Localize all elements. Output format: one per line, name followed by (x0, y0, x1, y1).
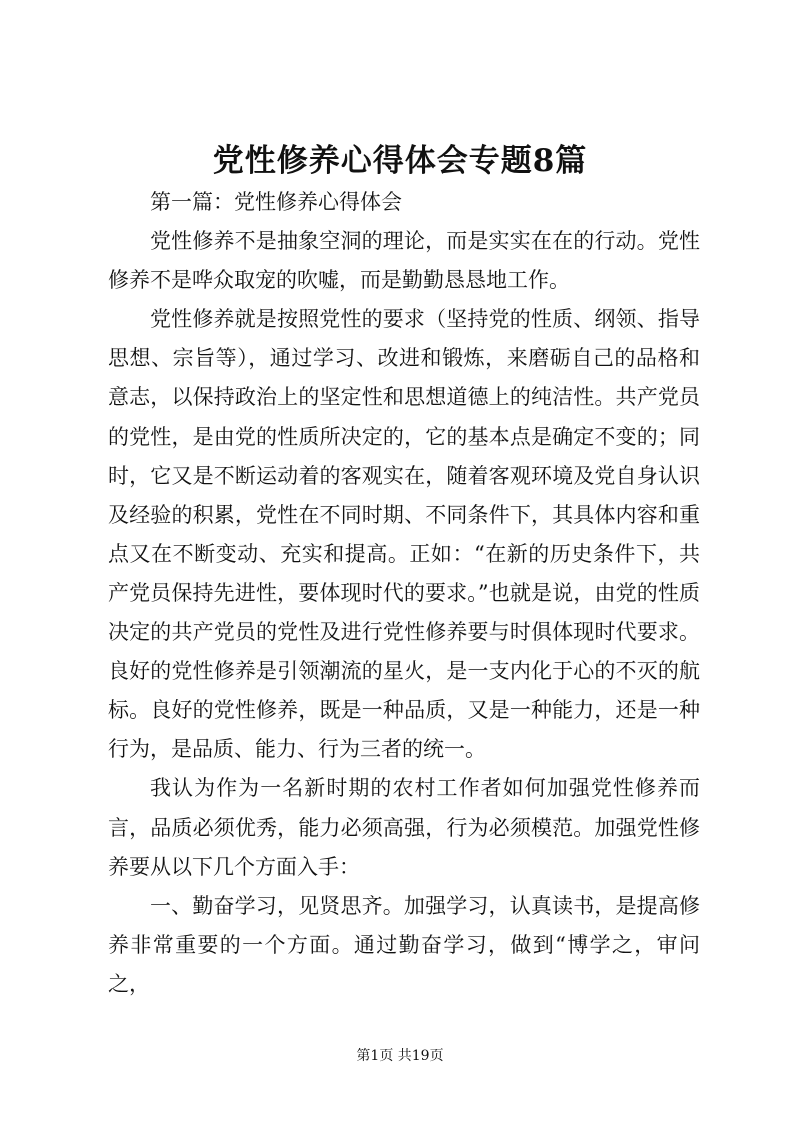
paragraph: 党性修养就是按照党性的要求（坚持党的性质、纲领、指导思想、宗旨等），通过学习、改进和锻炼，来磨砺自己的品格和意志，以保持政治上的坚定性和思想道德上的纯洁性。共产党员的党性，是由党的性质所决定的，它的基本点是确定不变的；同时，它又是不断运动着的客观实在，随着客观环境及党自身认识及经验的积累，党性在不同时期、不同条件下，其具体内容和重点又在不断变动、充实和提高。正如：“在新的历史条件下，共产党员保持先进性，要体现时代的要求。”也就是说，由党的性质决定的共产党员的党性及进行党性修养要与时俱体现时代要求。良好的党性修养是引领潮流的星火，是一支内化于心的不灭的航标。良好的党性修养，既是一种品质，又是一种能力，还是一种行为，是品质、能力、行为三者的统一。 (108, 307, 700, 762)
paragraph: 一、勤奋学习，见贤思齐。加强学习，认真读书，是提高修养非常重要的一个方面。通过勤奋学习，做到“博学之，审问之， (108, 893, 700, 996)
paragraph: 党性修养不是抽象空洞的理论，而是实实在在的行动。党性修养不是哗众取宠的吹嘘，而是勤勤恳恳地工作。 (108, 229, 700, 293)
page-footer: 第1页 共19页 (356, 1048, 444, 1064)
document-body (108, 183, 700, 1004)
section-heading: 第一篇：党性修养心得体会 (150, 190, 402, 214)
paragraph: 我认为作为一名新时期的农村工作者如何加强党性修养而言，品质必须优秀，能力必须高强，行为必须模范。加强党性修养要从以下几个方面入手： (108, 776, 700, 879)
document-title: 党性修养心得体会专题8篇 (212, 143, 588, 179)
